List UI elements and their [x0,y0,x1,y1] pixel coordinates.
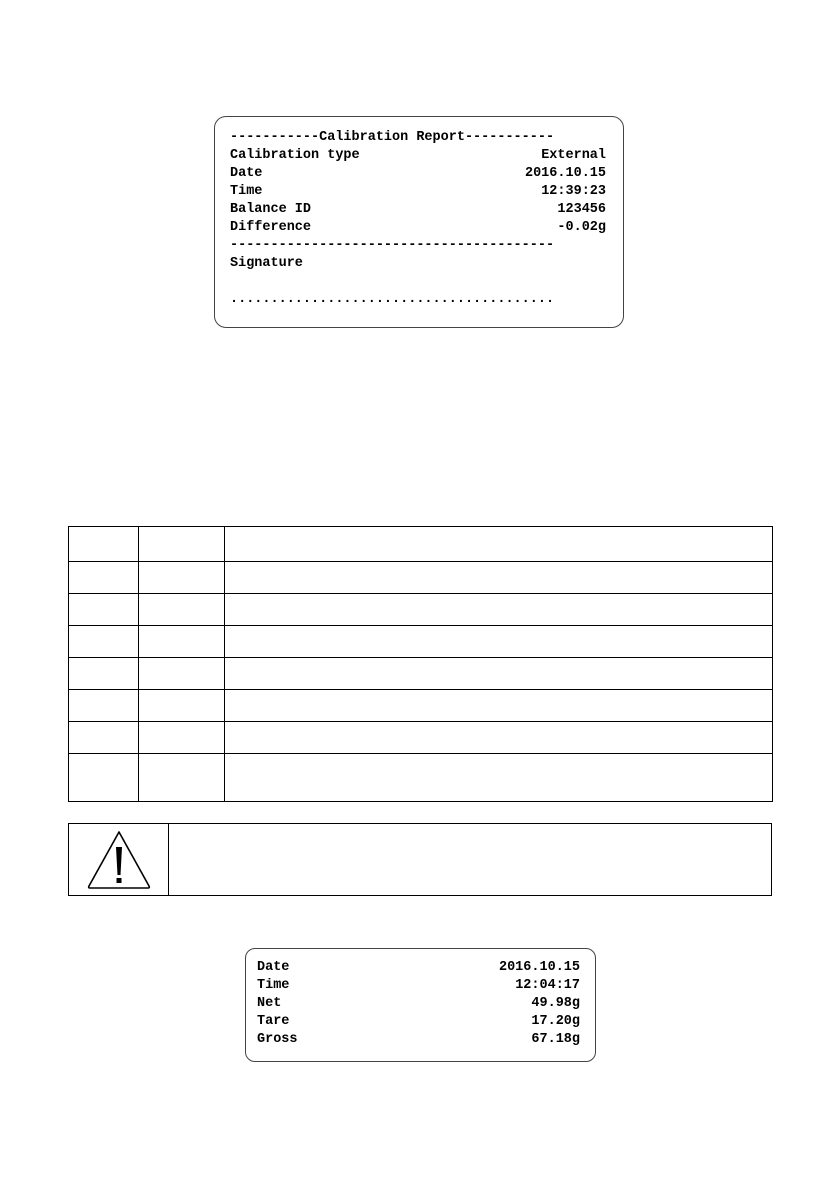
report-row-label: Time [230,184,263,199]
table-cell [69,562,139,594]
table-cell [225,722,773,754]
table-row [69,594,773,626]
table-cell [69,658,139,690]
table-cell [139,658,225,690]
table-cell [139,690,225,722]
report-row-label: Balance ID [230,202,312,217]
printout-row-label: Tare [257,1014,290,1029]
table-cell [225,754,773,802]
table-cell [69,626,139,658]
table-cell [69,690,139,722]
parameter-table [68,526,773,802]
table-cell [139,527,225,562]
report-row-date [230,165,606,183]
table-cell [225,658,773,690]
report-row-value: 12:39:23 [541,184,606,199]
table-cell [225,690,773,722]
report-row-difference [230,219,606,237]
printout-row-label: Net [257,996,282,1011]
warning-box [68,823,772,896]
table-cell [225,527,773,562]
table-row [69,658,773,690]
table-cell [139,562,225,594]
warning-icon-cell [69,824,169,895]
table-row [69,690,773,722]
printout-row-label: Time [257,978,290,993]
printout-row-time [257,977,580,995]
report-separator: ---------------------------------------- [230,238,555,253]
report-row-calibration-type [230,147,606,165]
table-cell [69,527,139,562]
report-signature-line: ........................................ [230,292,555,307]
table-row [69,527,773,562]
table-cell [225,626,773,658]
table-row [69,626,773,658]
report-row-label: Calibration type [230,148,360,163]
report-row-time [230,183,606,201]
report-row-value: External [541,148,606,163]
table-cell [69,594,139,626]
printout-row-gross [257,1031,580,1049]
printout-row-value: 17.20g [531,1014,580,1029]
weighing-printout [245,948,596,1062]
printout-row-net [257,995,580,1013]
printout-row-value: 49.98g [531,996,580,1011]
report-row-balance-id [230,201,606,219]
calibration-report-printout [214,116,624,328]
table-row [69,754,773,802]
printout-row-value: 67.18g [531,1032,580,1047]
report-row-value: 123456 [557,202,606,217]
table-row [69,722,773,754]
table-cell [69,722,139,754]
table-cell [69,754,139,802]
printout-row-value: 2016.10.15 [498,960,580,975]
table-cell [139,722,225,754]
table-cell [139,626,225,658]
table-cell [225,562,773,594]
printout-row-label: Gross [257,1032,298,1047]
report-row-value: 2016.10.15 [524,166,606,181]
report-row-label: Date [230,166,263,181]
report-row-label: Difference [230,220,312,235]
report-signature-label: Signature [230,256,303,271]
table-row [69,562,773,594]
printout-row-label: Date [257,960,290,975]
printout-row-value: 12:04:17 [515,978,580,993]
printout-row-date [257,959,580,977]
table-cell [225,594,773,626]
warning-triangle-icon [86,830,152,890]
report-row-value: -0.02g [557,220,606,235]
table-cell [139,754,225,802]
report-header: -----------Calibration Report----------- [230,130,555,145]
printout-row-tare [257,1013,580,1031]
table-cell [139,594,225,626]
